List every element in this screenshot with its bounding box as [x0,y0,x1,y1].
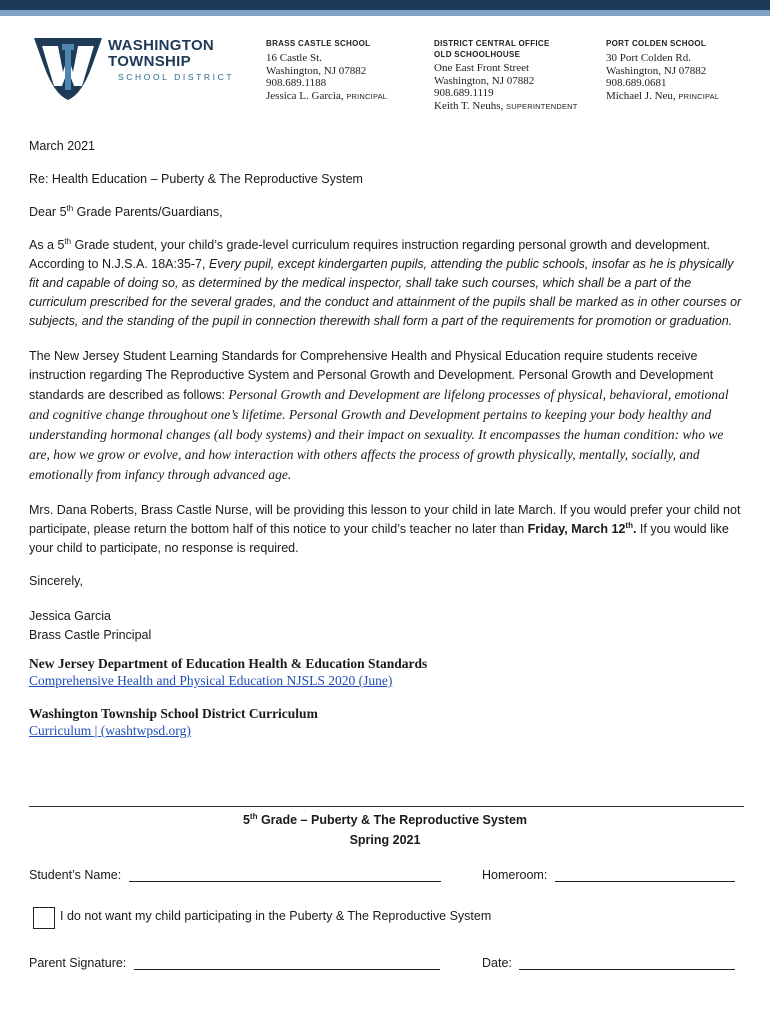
curriculum-link[interactable]: Curriculum | (washtwpsd.org) [29,723,191,738]
cut-line [29,806,744,807]
office-city: Washington, NJ 07882 [606,64,707,77]
letter-date: March 2021 [29,139,96,153]
office-brass-castle [266,38,387,103]
office-person: Jessica L. Garcia, [266,89,344,102]
office-phone: 908.689.1188 [266,77,327,89]
signature-label: Parent Signature: [29,956,127,970]
date-label: Date: [482,956,512,970]
standards-quote: Personal Growth and Development are lifelong processes of physical, behavioral, emotional and cognitive change throughout one’s lifetime. Personal Growth and Development pertains to keeping your body healthy and understanding hormonal changes (all body systems) and their impact on sexuality. It encompasses the human condition: who we are, how we grow or evolve, and how interaction with others affects the process of growth physically, mentally, socially, and emotionally from infancy through advanced age. [29,387,729,482]
office-city: Washington, NJ 07882 [434,74,535,87]
district-name-line2: TOWNSHIP [108,53,191,70]
student-name-row [29,867,441,882]
office-phone: 908.689.1119 [434,87,494,99]
office-subheading: OLD SCHOOLHOUSE [434,50,521,59]
slip-subtitle: Spring 2021 [349,833,421,847]
optout-label: I do not want my child participating in the Puberty & The Reproductive System [60,909,492,923]
homeroom-label: Homeroom: [482,868,548,882]
deadline [528,522,637,536]
office-heading: DISTRICT CENTRAL OFFICE [434,39,550,48]
office-port-colden [606,38,719,103]
slip-title-sup: th [249,811,258,821]
office-phone: 908.689.0681 [606,77,667,89]
header-bar [0,0,770,10]
signer-title: Brass Castle Principal [29,628,152,642]
letter-paragraph-2 [29,347,746,485]
office-role: PRINCIPAL [678,91,720,101]
office-person: Keith T. Neuhs, [434,99,504,112]
homeroom-field[interactable] [555,867,735,882]
signature-row [29,955,440,970]
slip-title [0,810,770,850]
student-name-label: Student’s Name: [29,868,122,882]
letter-paragraph-1 [29,236,746,331]
date-row [482,955,735,970]
student-name-field[interactable] [129,867,441,882]
deadline-sup: th [625,520,633,530]
homeroom-row [482,867,735,882]
office-city: Washington, NJ 07882 [266,64,367,77]
letter-salutation [29,203,746,222]
header-accent-bar [0,10,770,16]
office-central [434,38,578,113]
standards-link[interactable]: Comprehensive Health and Physical Education NJSLS 2020 (June) [29,673,393,688]
office-role: SUPERINTENDENT [506,101,578,111]
slip-title-text: 5 [242,813,250,827]
p1-text-main: Grade student, your child’s grade-level curriculum requires instruction regarding personal growth and development. According to N.J.S.A. 18A:35-7, [29,238,711,271]
salutation-sup: th [66,203,74,213]
p2-text: The New Jersey Student Learning Standards for Comprehensive Health and Physical Education require students receive instruction regarding The Reproductive System and Personal Growth and Development. Personal Growth and Development standards are described as follows: [29,349,714,402]
district-name-line3: SCHOOL DISTRICT [118,72,235,82]
date-field[interactable] [519,955,735,970]
signer-name: Jessica Garcia [29,609,111,623]
standards-heading: New Jersey Department of Education Health & Education Standards [29,656,428,671]
office-person: Michael J. Neu, [606,89,676,102]
p1-text: As a 5 [29,238,65,252]
p1-sup: th [64,236,72,246]
deadline-period: . [632,522,637,536]
p3-text-end: If you would like your child to participate, no response is required. [29,522,729,555]
office-street: 30 Port Colden Rd. [606,52,691,64]
statute-quote: Every pupil, except kindergarten pupils, attending the public schools, insofar as he is physically fit and capable of doing so, as determined by the medical inspector, shall take such courses, which shall be a part of the curriculum prescribed for the several grades, and the conduct and attainment of the pupils shall be marked as in other courses or subjects, and the standing of the pupil in connection therewith shall form a part of the requirements for promotion or graduation. [29,257,742,328]
letter-body [29,137,746,755]
letter-subject: Re: Health Education – Puberty & The Reproductive System [29,172,363,186]
curriculum-heading: Washington Township School District Curriculum [29,706,318,721]
salutation-text: Dear 5 [29,205,67,219]
signature-field[interactable] [134,955,440,970]
p3-text: Mrs. Dana Roberts, Brass Castle Nurse, will be providing this lesson to your child in late March. If you would prefer your child not participate, please return the bottom half of this notice to your child’s teacher no later than [29,503,741,536]
deadline-text: Friday, March 12 [527,522,626,536]
office-role: PRINCIPAL [346,91,388,101]
district-name [108,38,234,82]
slip-title-text-end: Grade – Puberty & The Reproductive System [257,813,528,827]
salutation-text-end: Grade Parents/Guardians, [73,205,223,219]
office-heading: PORT COLDEN SCHOOL [606,39,707,48]
letter-paragraph-3 [29,501,746,558]
office-street: 16 Castle St. [266,52,322,64]
optout-checkbox[interactable] [33,907,55,929]
letter-closing: Sincerely, [29,574,83,588]
district-logo-icon [32,36,104,102]
office-heading: BRASS CASTLE SCHOOL [266,39,371,48]
office-street: One East Front Street [434,62,530,74]
district-name-line1: WASHINGTON [108,37,215,54]
